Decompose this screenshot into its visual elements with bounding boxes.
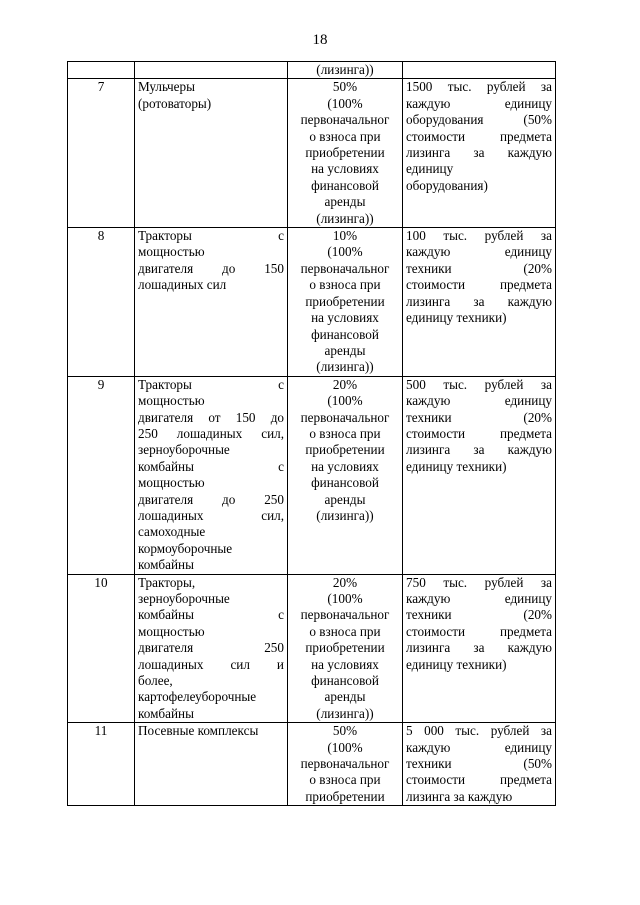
cell-line: более, <box>138 673 173 689</box>
cell-line: мощностью <box>138 623 205 639</box>
cell-subsidy-percent <box>288 228 403 377</box>
cell-line: лизинга за каждую <box>406 788 513 804</box>
cell-line: Посевные комплексы <box>138 723 259 739</box>
cell-line: о взноса при <box>309 277 381 293</box>
cell-equipment-name <box>135 723 288 806</box>
cell-subsidy-percent <box>288 723 403 806</box>
cell-subsidy-percent <box>288 62 403 79</box>
cell-number: 10 <box>68 574 135 723</box>
table-row <box>68 723 556 806</box>
cell-line: двигателя от 150 до <box>138 409 284 425</box>
cell-line: самоходные <box>138 524 206 540</box>
cell-line: первоначальног <box>300 260 390 276</box>
cell-equipment-name <box>135 228 288 377</box>
cell-line: на условиях <box>311 310 379 326</box>
cell-line: стоимости предмета <box>406 425 552 441</box>
cell-line: Тракторы, <box>138 574 196 590</box>
cell-line: мощностью <box>138 475 205 491</box>
cell-line: мощностью <box>138 244 205 260</box>
cell-line: 250 лошадиных сил, <box>138 425 284 441</box>
cell-number <box>68 62 135 79</box>
cell-number: 7 <box>68 79 135 228</box>
cell-line: (100% <box>327 393 363 409</box>
table-row <box>68 376 556 574</box>
cell-line: лизинга за каждую <box>406 442 552 458</box>
cell-line: каждую единицу <box>406 95 552 111</box>
cell-line: единицу техники) <box>406 656 507 672</box>
cell-line: (100% <box>327 244 363 260</box>
cell-line: аренды <box>324 342 366 358</box>
cell-line: единицу техники) <box>406 458 507 474</box>
cell-line: (лизинга)) <box>316 705 374 721</box>
cell-line: 10% <box>332 228 358 244</box>
cell-subsidy-amount <box>403 62 556 79</box>
cell-equipment-name <box>135 574 288 723</box>
cell-line: каждую единицу <box>406 244 552 260</box>
cell-line: первоначальног <box>300 607 390 623</box>
cell-line: зерноуборочные <box>138 591 230 606</box>
cell-line: о взноса при <box>309 623 381 639</box>
cell-line: стоимости предмета <box>406 277 552 293</box>
cell-line: Тракторы с <box>138 376 284 392</box>
cell-line: 1500 тыс. рублей за <box>406 79 552 95</box>
cell-line: 20% <box>332 376 358 392</box>
cell-line: мощностью <box>138 393 205 409</box>
leasing-subsidy-table <box>67 61 556 806</box>
page-number: 18 <box>312 32 328 48</box>
cell-subsidy-percent <box>288 79 403 228</box>
cell-line: на условиях <box>311 161 379 177</box>
cell-line: Мульчеры <box>138 79 195 95</box>
cell-line: приобретении <box>305 788 385 804</box>
cell-subsidy-amount <box>403 228 556 377</box>
table-row <box>68 228 556 377</box>
cell-line: (лизинга)) <box>316 359 374 375</box>
table-row <box>68 574 556 723</box>
cell-line: комбайны с <box>138 458 284 474</box>
cell-subsidy-percent <box>288 574 403 723</box>
cell-line: 50% <box>332 79 358 95</box>
cell-line: приобретении <box>305 442 385 458</box>
cell-line: первоначальног <box>300 409 390 425</box>
cell-line: зерноуборочные <box>138 442 230 458</box>
cell-line: стоимости предмета <box>406 128 552 144</box>
cell-line: Тракторы с <box>138 228 284 244</box>
cell-line: финансовой <box>311 475 379 491</box>
cell-line: каждую единицу <box>406 393 552 409</box>
cell-equipment-name <box>135 376 288 574</box>
cell-line: приобретении <box>305 293 385 309</box>
cell-line: техники (20% <box>406 260 552 276</box>
cell-line: о взноса при <box>309 128 381 144</box>
cell-line: (ротоваторы) <box>138 95 212 111</box>
cell-number: 11 <box>68 723 135 806</box>
cell-line: (100% <box>327 739 363 755</box>
cell-line: 20% <box>332 574 358 590</box>
cell-line: оборудования) <box>406 177 488 193</box>
cell-line: (лизинга)) <box>316 210 374 226</box>
cell-line: (100% <box>327 591 363 606</box>
cell-line: оборудования (50% <box>406 112 552 128</box>
cell-line: стоимости предмета <box>406 623 552 639</box>
cell-line: на условиях <box>311 458 379 474</box>
cell-line: каждую единицу <box>406 591 552 606</box>
cell-line: аренды <box>324 491 366 507</box>
cell-line: 50% <box>332 723 358 739</box>
cell-line: двигателя 250 <box>138 640 284 656</box>
cell-line: (100% <box>327 95 363 111</box>
cell-line: единицу техники) <box>406 310 507 326</box>
cell-line: двигателя до 250 <box>138 491 284 507</box>
cell-line: комбайны <box>138 705 194 721</box>
cell-line: лизинга за каждую <box>406 145 552 161</box>
cell-line: комбайны с <box>138 607 284 623</box>
cell-subsidy-amount <box>403 79 556 228</box>
table-row-continuation <box>68 62 556 79</box>
cell-line: 500 тыс. рублей за <box>406 376 552 392</box>
cell-subsidy-amount <box>403 376 556 574</box>
cell-line: лошадиных сил и <box>138 656 284 672</box>
cell-line: финансовой <box>311 177 379 193</box>
cell-line: приобретении <box>305 640 385 656</box>
cell-line: техники (20% <box>406 607 552 623</box>
table-row <box>68 79 556 228</box>
cell-line: лизинга за каждую <box>406 640 552 656</box>
cell-line: первоначальног <box>300 756 390 772</box>
cell-line: двигателя до 150 <box>138 260 284 276</box>
cell-line: аренды <box>324 689 366 705</box>
cell-subsidy-percent <box>288 376 403 574</box>
cell-line: 100 тыс. рублей за <box>406 228 552 244</box>
cell-line: 750 тыс. рублей за <box>406 574 552 590</box>
cell-line: каждую единицу <box>406 739 552 755</box>
cell-line: первоначальног <box>300 112 390 128</box>
cell-line: о взноса при <box>309 772 381 788</box>
cell-line: на условиях <box>311 656 379 672</box>
cell-equipment-name <box>135 62 288 79</box>
cell-subsidy-amount <box>403 723 556 806</box>
cell-line: стоимости предмета <box>406 772 552 788</box>
cell-number: 9 <box>68 376 135 574</box>
cell-line: аренды <box>324 194 366 210</box>
cell-line: техники (20% <box>406 409 552 425</box>
cell-line: финансовой <box>311 326 379 342</box>
cell-subsidy-amount <box>403 574 556 723</box>
cell-line: картофелеуборочные <box>138 689 257 705</box>
cell-line: финансовой <box>311 673 379 689</box>
cell-line: техники (50% <box>406 756 552 772</box>
cell-line: лошадиных сил, <box>138 507 284 523</box>
cell-line: (лизинга)) <box>316 62 374 77</box>
cell-line: лизинга за каждую <box>406 293 552 309</box>
cell-line: комбайны <box>138 557 194 573</box>
cell-line: 5 000 тыс. рублей за <box>406 723 552 739</box>
cell-line: приобретении <box>305 145 385 161</box>
cell-line: лошадиных сил <box>138 277 227 293</box>
cell-line: о взноса при <box>309 425 381 441</box>
cell-number: 8 <box>68 228 135 377</box>
cell-line: единицу <box>406 161 454 177</box>
cell-equipment-name <box>135 79 288 228</box>
cell-line: кормоуборочные <box>138 540 233 556</box>
cell-line: (лизинга)) <box>316 507 374 523</box>
